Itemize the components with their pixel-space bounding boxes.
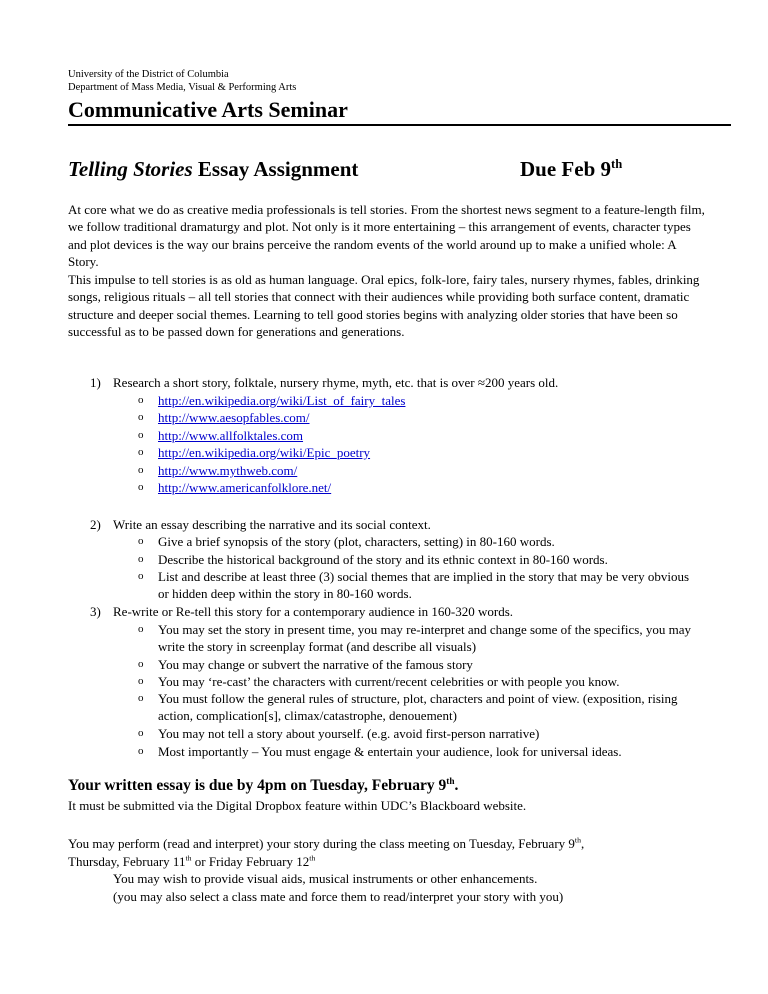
step-number: 2) xyxy=(90,517,101,532)
assignment-title xyxy=(68,155,358,183)
list-item: You must follow the general rules of structure, plot, characters and point of view. (exposition, rising action, complication[s], climax/catastrophe, denouement) xyxy=(158,691,678,724)
link-all-folktales[interactable]: http://www.allfolktales.com xyxy=(158,428,304,443)
bullet-glyph: o xyxy=(138,570,144,582)
performance-note-1: You may wish to provide visual aids, musical instruments or other enhancements. xyxy=(113,871,538,886)
performance-text: You may perform (read and interpret) your story during the class meeting on Tuesday, February 9 xyxy=(68,836,575,851)
link-aesop-fables[interactable]: http://www.aesopfables.com/ xyxy=(158,410,310,425)
list-item: You may ‘re-cast’ the characters with current/recent celebrities or with people you know. xyxy=(158,674,620,689)
link-fairy-tales[interactable]: http://en.wikipedia.org/wiki/List_of_fairy_tales xyxy=(158,393,406,408)
bullet-glyph: o xyxy=(138,535,144,547)
header-rule xyxy=(68,124,731,126)
performance-end: , xyxy=(580,836,585,851)
bullet-glyph: o xyxy=(138,675,144,687)
university-name: University of the District of Columbia xyxy=(68,69,229,80)
performance-sup: th xyxy=(185,853,192,863)
bullet-glyph: o xyxy=(138,623,144,635)
bullet-glyph: o xyxy=(138,394,144,406)
course-title: Communicative Arts Seminar xyxy=(68,97,348,122)
step-text: Write an essay describing the narrative and its social context. xyxy=(113,517,431,532)
step-text: Research a short story, folktale, nursery rhyme, myth, etc. that is over ≈200 years old. xyxy=(113,375,559,390)
bullet-glyph: o xyxy=(138,745,144,757)
performance-sup: th xyxy=(574,835,581,845)
link-epic-poetry[interactable]: http://en.wikipedia.org/wiki/Epic_poetry xyxy=(158,445,371,460)
intro-paragraph-1: At core what we do as creative media professionals is tell stories. From the shortest news segment to a feature-length film, we follow traditional dramaturgy and plot. Not only is it more entertaining – this arrangement of events, character types and plot devices is the way our brains perceive the random events of the world around up to make a unified whole: A Story. xyxy=(68,202,705,270)
list-item: You may not tell a story about yourself. (e.g. avoid first-person narrative) xyxy=(158,726,540,741)
list-item: List and describe at least three (3) social themes that are implied in the story that may be very obvious or hidden deep within the story in 80-160 words. xyxy=(158,569,690,602)
step-number: 3) xyxy=(90,604,101,619)
intro-paragraph-2: This impulse to tell stories is as old as human language. Oral epics, folk-lore, fairy tales, nursery rhymes, fables, drinking songs, religious rituals – all tell stories that connect with their audiences while providing both surface content, dramatic structure and deeper social themes. Learning to tell good stories begins with analyzing older stories that have been so successful as to be passed down for generations and generations. xyxy=(68,272,700,340)
deadline-sup: th xyxy=(446,776,455,787)
performance-note-2: (you may also select a class mate and force them to read/interpret your story with you) xyxy=(113,889,564,904)
bullet-glyph: o xyxy=(138,429,144,441)
deadline-text: Your written essay is due by 4pm on Tuesday, February 9 xyxy=(68,777,447,794)
bullet-glyph: o xyxy=(138,446,144,458)
due-date-text: Due Feb 9 xyxy=(520,157,611,181)
list-item: Give a brief synopsis of the story (plot, characters, setting) in 80-160 words. xyxy=(158,534,555,549)
performance-line-2 xyxy=(68,853,315,870)
step-text: Re-write or Re-tell this story for a contemporary audience in 160-320 words. xyxy=(113,604,513,619)
step-number: 1) xyxy=(90,375,101,390)
due-date-sup: th xyxy=(611,157,623,171)
bullet-glyph: o xyxy=(138,464,144,476)
bullet-glyph: o xyxy=(138,411,144,423)
link-american-folklore[interactable]: http://www.americanfolklore.net/ xyxy=(158,480,332,495)
title-rest: Essay Assignment xyxy=(192,157,359,181)
due-date xyxy=(520,155,622,183)
department-name: Department of Mass Media, Visual & Performing Arts xyxy=(68,82,297,93)
performance-date-2: or Friday February 12 xyxy=(191,854,310,869)
list-item: You may set the story in present time, you may re-interpret and change some of the specifics, you may write the story in screenplay format (and describe all visuals) xyxy=(158,622,691,655)
bullet-glyph: o xyxy=(138,553,144,565)
bullet-glyph: o xyxy=(138,481,144,493)
bullet-glyph: o xyxy=(138,727,144,739)
deadline-end: . xyxy=(454,777,459,794)
list-item: Most importantly – You must engage & entertain your audience, look for universal ideas. xyxy=(158,744,622,759)
title-italic: Telling Stories xyxy=(68,157,193,181)
submission-note: It must be submitted via the Digital Dropbox feature within UDC’s Blackboard website. xyxy=(68,798,527,813)
list-item: Describe the historical background of the story and its ethnic context in 80-160 words. xyxy=(158,552,608,567)
list-item: You may change or subvert the narrative of the famous story xyxy=(158,657,473,672)
bullet-glyph: o xyxy=(138,692,144,704)
performance-sup: th xyxy=(309,853,316,863)
performance-line-1 xyxy=(68,835,584,852)
performance-date-1: Thursday, February 11 xyxy=(68,854,186,869)
bullet-glyph: o xyxy=(138,658,144,670)
deadline-heading xyxy=(68,776,458,796)
link-mythweb[interactable]: http://www.mythweb.com/ xyxy=(158,463,298,478)
